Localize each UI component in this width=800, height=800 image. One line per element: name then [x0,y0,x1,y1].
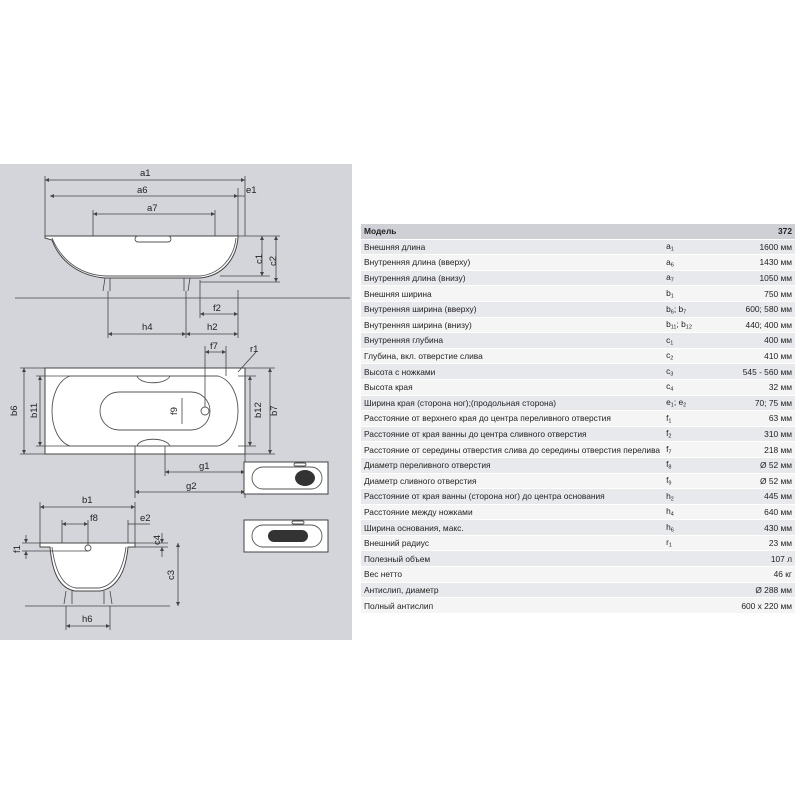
row-symbol [663,301,731,317]
symbol-letter: h [666,506,671,517]
label-f9: f9 [169,407,180,415]
symbol-letter: h [666,521,671,532]
symbol-letter: f [666,428,669,439]
row-symbol [663,551,731,567]
table-row [361,379,795,395]
row-value: 32 мм [731,379,795,395]
table-row [361,520,795,536]
row-symbol [663,411,731,427]
label-b6: b6 [9,405,20,416]
symbol-subscript: 8 [668,464,672,471]
row-label: Внутренняя длина (вверху) [361,255,663,271]
row-symbol [663,239,731,255]
row-label: Внутренняя длина (внизу) [361,270,663,286]
table-header-row [361,224,795,239]
row-symbol [663,567,731,583]
row-symbol [663,426,731,442]
label-b1: b1 [82,495,93,506]
technical-drawing [0,164,352,640]
symbol-subscript: 7 [668,449,672,456]
symbol-letter: c [666,381,671,392]
row-symbol [663,473,731,489]
specification-table [361,224,795,614]
row-label: Вес нетто [361,567,663,583]
table-row [361,270,795,286]
table-row [361,255,795,271]
row-value: 545 - 560 мм [731,364,795,380]
side-view [15,168,350,338]
antislip-thumbnail-full [244,520,328,552]
label-a6: a6 [137,185,148,196]
table-row [361,411,795,427]
label-b12: b12 [253,402,264,418]
symbol-letter: c [666,350,671,361]
row-label: Полезный объем [361,551,663,567]
row-symbol [663,333,731,349]
table-row [361,442,795,458]
symbol-subscript: 11 [670,324,677,331]
row-label: Антислип, диаметр [361,582,663,598]
symbol-subscript: 1 [670,402,674,409]
symbol-subscript: 1 [670,293,674,300]
symbol-letter: ; b [676,319,686,330]
model-label: Модель [361,224,663,239]
row-symbol [663,255,731,271]
symbol-letter: f [666,443,669,454]
table-row [361,317,795,333]
row-symbol [663,598,731,614]
label-e2: e2 [140,513,151,524]
row-label: Расстояние между ножками [361,504,663,520]
row-value: 63 мм [731,411,795,427]
row-value: Ø 52 мм [731,457,795,473]
symbol-subscript: 6 [670,527,674,534]
label-g1: g1 [199,461,210,472]
label-g2: g2 [186,481,197,492]
symbol-subscript: 9 [668,480,672,487]
row-symbol [663,317,731,333]
row-value: 410 мм [731,348,795,364]
row-label: Диаметр переливного отверстия [361,457,663,473]
symbol-letter: f [666,459,669,470]
row-label: Внутренняя глубина [361,333,663,349]
table-row [361,489,795,505]
label-h6: h6 [82,614,93,625]
row-value: Ø 52 мм [731,473,795,489]
label-c1: c1 [254,253,265,264]
row-label: Высота края [361,379,663,395]
table-row [361,582,795,598]
row-label: Диаметр сливного отверстия [361,473,663,489]
cross-section-view [12,495,178,630]
symbol-subscript: 2 [670,496,674,503]
row-value: 310 мм [731,426,795,442]
table-row [361,598,795,614]
row-symbol [663,582,731,598]
row-symbol [663,270,731,286]
label-c3: c3 [166,569,177,580]
symbol-letter: r [666,537,669,548]
antislip-thumbnail-round [244,462,328,494]
row-symbol [663,379,731,395]
symbol-letter: a [666,256,671,267]
row-label: Расстояние от середины отверстия слива до середины отверстия перелива [361,442,663,458]
row-label: Внутренняя ширина (внизу) [361,317,663,333]
model-value: 372 [731,224,795,239]
row-label: Расстояние от верхнего края до центра переливного отверстия [361,411,663,427]
symbol-letter: h [666,490,671,501]
row-value: 600 x 220 мм [731,598,795,614]
label-r1: r1 [250,344,259,355]
symbol-subscript: 4 [670,386,674,393]
row-value: 1430 мм [731,255,795,271]
row-label: Внутренняя ширина (вверху) [361,301,663,317]
symbol-letter: ; e [673,397,684,408]
row-label: Глубина, вкл. отверстие слива [361,348,663,364]
row-symbol [663,442,731,458]
symbol-subscript: 2 [668,433,672,440]
symbol-subscript: 1 [668,542,672,549]
row-symbol [663,286,731,302]
symbol-letter: f [666,412,669,423]
symbol-letter: ; b [673,303,684,314]
label-h2: h2 [207,322,218,333]
specification-rows [361,239,795,613]
row-value: 70; 75 мм [731,395,795,411]
symbol-letter: b [666,319,671,330]
label-a1: a1 [140,168,151,179]
label-f1: f1 [12,545,23,553]
row-label: Расстояние от края ванны до центра сливного отверстия [361,426,663,442]
symbol-subscript: 6 [670,262,674,269]
row-label: Высота с ножками [361,364,663,380]
symbol-subscript: 4 [670,511,674,518]
row-value: 1050 мм [731,270,795,286]
label-f8: f8 [90,513,98,524]
table-row [361,567,795,583]
label-f2: f2 [213,303,221,314]
row-value: Ø 288 мм [731,582,795,598]
row-label: Внешняя длина [361,239,663,255]
row-symbol [663,504,731,520]
top-view [9,341,280,498]
table-row [361,473,795,489]
table-row [361,333,795,349]
table-row [361,535,795,551]
symbol-letter: a [666,241,671,252]
row-symbol [663,457,731,473]
row-value: 218 мм [731,442,795,458]
row-label: Внешняя ширина [361,286,663,302]
row-value: 445 мм [731,489,795,505]
table-row [361,457,795,473]
symbol-letter: b [666,303,671,314]
row-value: 23 мм [731,535,795,551]
symbol-subscript: 2 [670,355,674,362]
row-value: 107 л [731,551,795,567]
label-b11: b11 [29,402,40,418]
label-h4: h4 [142,322,153,333]
table-row [361,504,795,520]
row-value: 600; 580 мм [731,301,795,317]
table-row [361,426,795,442]
row-value: 750 мм [731,286,795,302]
row-symbol [663,535,731,551]
symbol-subscript: 12 [685,324,692,331]
symbol-letter: c [666,334,671,345]
row-label: Полный антислип [361,598,663,614]
symbol-subscript: 1 [670,340,674,347]
symbol-subscript: 2 [683,402,687,409]
table-row [361,286,795,302]
label-a7: a7 [147,203,158,214]
symbol-letter: a [666,272,671,283]
table-row [361,551,795,567]
row-label: Ширина основания, макс. [361,520,663,536]
table-row [361,239,795,255]
symbol-letter: b [666,287,671,298]
row-value: 1600 мм [731,239,795,255]
label-e1: e1 [246,185,257,196]
row-value: 400 мм [731,333,795,349]
label-c2: c2 [268,255,279,266]
symbol-subscript: 3 [670,371,674,378]
label-b7: b7 [269,405,280,416]
row-value: 440; 400 мм [731,317,795,333]
row-value: 46 кг [731,567,795,583]
row-symbol [663,489,731,505]
row-symbol [663,364,731,380]
label-f7: f7 [210,341,218,352]
symbol-subscript: 6 [670,309,674,316]
symbol-subscript: 1 [670,246,674,253]
row-symbol [663,348,731,364]
symbol-letter: e [666,397,671,408]
row-value: 430 мм [731,520,795,536]
symbol-letter: c [666,365,671,376]
row-label: Расстояние от края ванны (сторона ног) до центра основания [361,489,663,505]
row-label: Ширина края (сторона ног);(продольная сторона) [361,395,663,411]
table-row [361,364,795,380]
row-value: 640 мм [731,504,795,520]
table-row [361,301,795,317]
row-symbol [663,520,731,536]
label-c4: c4 [152,534,163,545]
table-row [361,348,795,364]
row-label: Внешний радиус [361,535,663,551]
row-symbol [663,395,731,411]
technical-drawing-panel [0,164,352,640]
symbol-subscript: 7 [683,309,687,316]
symbol-subscript: 7 [670,277,674,284]
symbol-subscript: 1 [668,418,672,425]
symbol-letter: f [666,475,669,486]
table-row [361,395,795,411]
